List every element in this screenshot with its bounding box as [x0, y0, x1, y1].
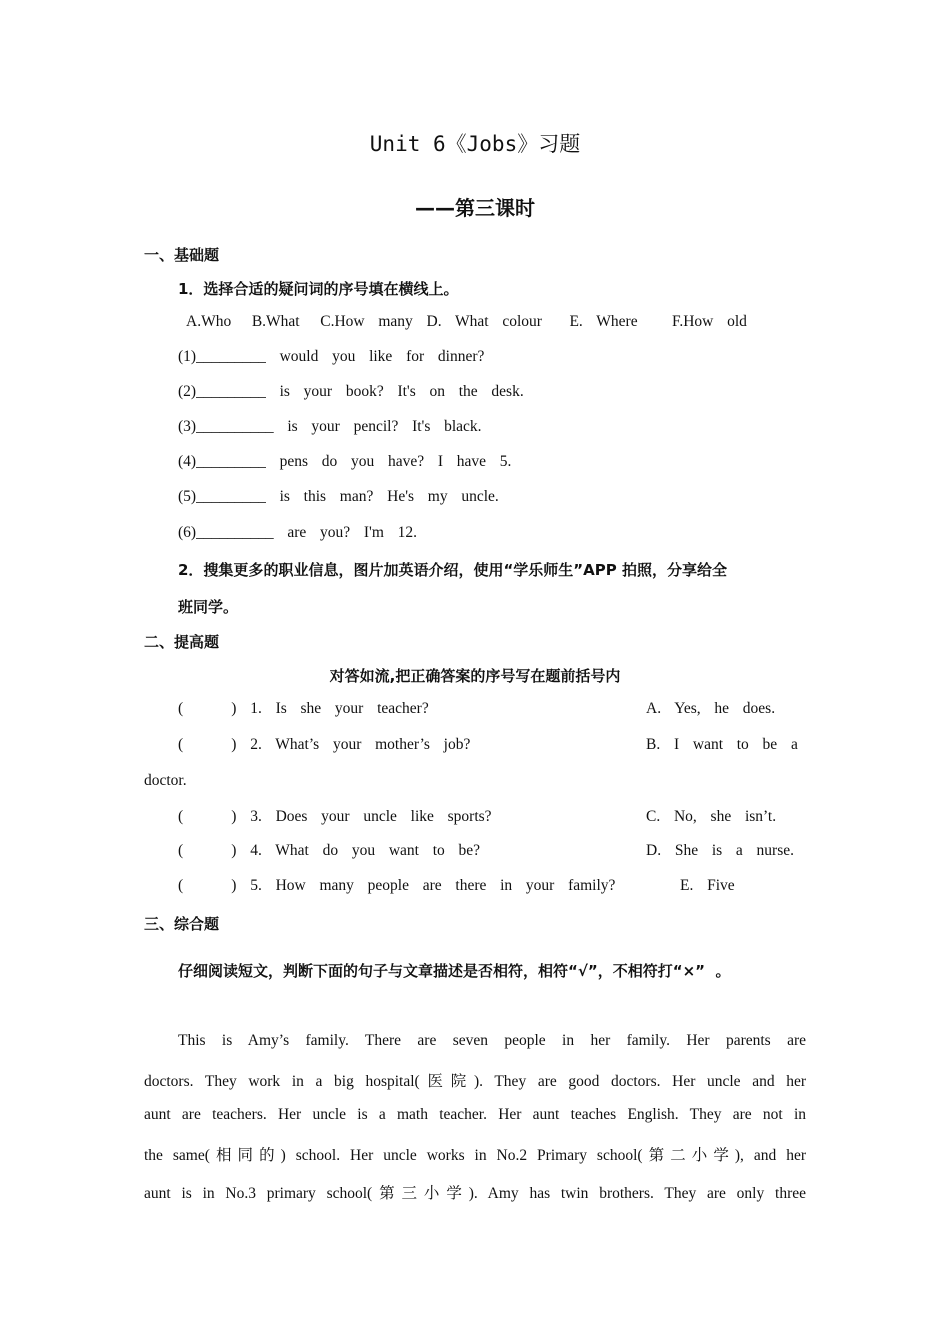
section-2-heading: 二、提高题	[144, 633, 220, 651]
task-1-item: (4)_________ pens do you have? I have 5.	[178, 453, 512, 470]
match-answer: E. Five	[680, 877, 735, 894]
match-question: ( ) 2. What’s your mother’s job?	[178, 736, 471, 753]
document-title: Unit 6《Jobs》习题	[369, 132, 581, 156]
match-question: ( ) 5. How many people are there in your family?	[178, 877, 616, 894]
task-1-item: (5)_________ is this man? He's my uncle.	[178, 488, 499, 505]
task-1-item: (2)_________ is your book? It's on the desk.	[178, 383, 524, 400]
document-subtitle: ——第三课时	[415, 196, 535, 220]
task-1-instruction: 1．选择合适的疑问词的序号填在横线上。	[178, 280, 459, 298]
passage-line: the same(相同的) school. Her uncle works in No.2 Primary school(第二小学), and her	[144, 1147, 806, 1164]
task-2-instruction-cont: 班同学。	[178, 598, 239, 616]
passage-line: aunt are teachers. Her uncle is a math teacher. Her aunt teaches English. They are not in	[144, 1106, 806, 1123]
match-answer-wrap: doctor.	[144, 772, 187, 789]
match-answer: D. She is a nurse.	[646, 842, 794, 859]
task-1-item: (6)__________ are you? I'm 12.	[178, 524, 418, 541]
task-1-item: (1)_________ would you like for dinner?	[178, 348, 485, 365]
section-2-instruction: 对答如流,把正确答案的序号写在题前括号内	[329, 667, 621, 685]
passage-line: This is Amy’s family. There are seven people in her family. Her parents are	[178, 1032, 806, 1049]
passage-line: doctors. They work in a big hospital(医院). They are good doctors. Her uncle and her	[144, 1073, 806, 1090]
match-answer: A. Yes, he does.	[646, 700, 776, 717]
section-3-instruction: 仔细阅读短文，判断下面的句子与文章描述是否相符，相符“√”，不相符打“×” 。	[178, 962, 731, 980]
match-answer: B. I want to be a	[646, 736, 798, 753]
match-answer: C. No, she isn’t.	[646, 808, 777, 825]
task-2-instruction: 2．搜集更多的职业信息，图片加英语介绍，使用“学乐师生”APP 拍照，分享给全	[178, 561, 727, 579]
section-3-heading: 三、综合题	[144, 915, 220, 933]
passage-line: aunt is in No.3 primary school(第三小学). Amy has twin brothers. They are only three	[144, 1185, 806, 1202]
task-1-options: A.Who B.What C.How many D. What colour E. Where F.How old	[186, 313, 747, 330]
match-question: ( ) 3. Does your uncle like sports?	[178, 808, 492, 825]
match-question: ( ) 4. What do you want to be?	[178, 842, 481, 859]
match-question: ( ) 1. Is she your teacher?	[178, 700, 429, 717]
task-1-item: (3)__________ is your pencil? It's black.	[178, 418, 482, 435]
section-1-heading: 一、基础题	[144, 246, 220, 264]
